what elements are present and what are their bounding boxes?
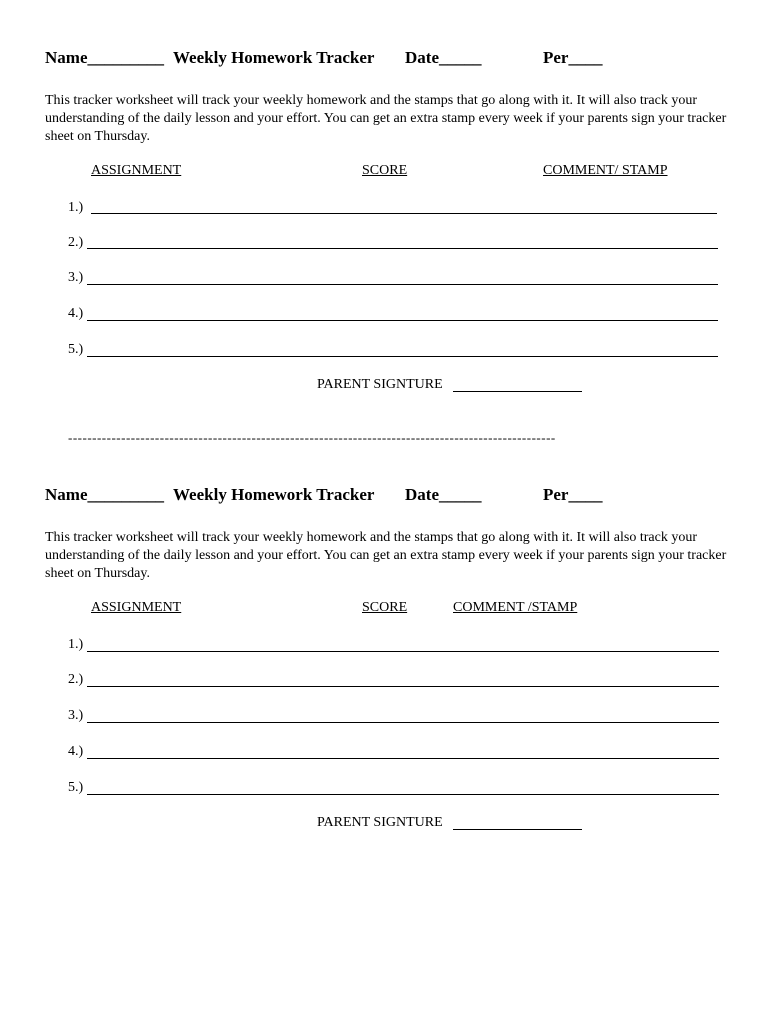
row-number: 2.)	[68, 235, 84, 250]
assignment-column-header: ASSIGNMENT	[91, 600, 182, 615]
comment-stamp-column-header: COMMENT/ STAMP	[543, 163, 668, 178]
assignment-line[interactable]	[91, 213, 717, 214]
row-number: 5.)	[68, 342, 84, 357]
assignment-line[interactable]	[87, 686, 719, 687]
date-field-label: Date_____	[405, 48, 482, 67]
row-number: 3.)	[68, 270, 84, 285]
period-field-label: Per____	[543, 48, 603, 67]
assignment-line[interactable]	[87, 794, 719, 795]
row-number: 4.)	[68, 306, 84, 321]
parent-signature-label: PARENT SIGNTURE	[317, 815, 443, 830]
parent-signature-line[interactable]	[453, 391, 582, 392]
row-number: 1.)	[68, 637, 84, 652]
row-number: 4.)	[68, 744, 84, 759]
assignment-line[interactable]	[87, 651, 719, 652]
worksheet-title: Weekly Homework Tracker	[173, 48, 375, 67]
assignment-line[interactable]	[87, 356, 718, 357]
comment-stamp-column-header: COMMENT /STAMP	[453, 600, 578, 615]
parent-signature-line[interactable]	[453, 829, 582, 830]
assignment-column-header: ASSIGNMENT	[91, 163, 182, 178]
name-field-label: Name_________	[45, 48, 164, 67]
row-number: 1.)	[68, 200, 84, 215]
name-field-label: Name_________	[45, 485, 164, 504]
assignment-line[interactable]	[87, 284, 718, 285]
intro-paragraph: This tracker worksheet will track your weekly homework and the stamps that go along with it. It will also track your understanding of the daily lesson and your effort. You can get an extra stamp every week if your parents sign your tracker sheet on Thursday.	[45, 530, 727, 581]
worksheet-title: Weekly Homework Tracker	[173, 485, 375, 504]
assignment-line[interactable]	[87, 320, 718, 321]
assignment-line[interactable]	[87, 248, 718, 249]
parent-signature-label: PARENT SIGNTURE	[317, 377, 443, 392]
score-column-header: SCORE	[362, 600, 408, 615]
row-number: 2.)	[68, 672, 84, 687]
period-field-label: Per____	[543, 485, 603, 504]
intro-paragraph: This tracker worksheet will track your weekly homework and the stamps that go along with it. It will also track your understanding of the daily lesson and your effort. You can get an extra stamp every week if your parents sign your tracker sheet on Thursday.	[45, 93, 727, 144]
row-number: 5.)	[68, 780, 84, 795]
row-number: 3.)	[68, 708, 84, 723]
date-field-label: Date_____	[405, 485, 482, 504]
assignment-line[interactable]	[87, 758, 719, 759]
score-column-header: SCORE	[362, 163, 408, 178]
cut-line: -----------------------------------------------------------------------------------------------------	[68, 430, 556, 445]
assignment-line[interactable]	[87, 722, 719, 723]
